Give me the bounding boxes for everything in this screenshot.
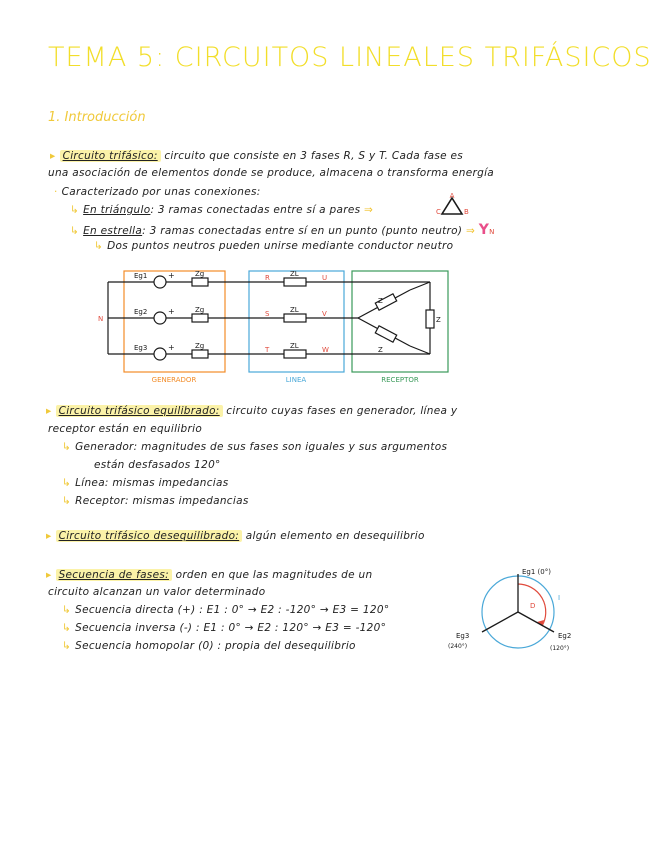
node-W: W <box>322 346 329 354</box>
balanced-term: Circuito trifásico equilibrado: <box>56 405 223 417</box>
eg2-label: Eg2 <box>134 308 148 316</box>
intro-char-line <box>54 186 261 198</box>
star-label: En estrella <box>83 225 143 237</box>
balanced-gen-line <box>62 441 447 453</box>
zg-2-resistor <box>192 314 208 322</box>
phasor-diagram <box>440 560 590 660</box>
phasor-top-label: Eg1 (0°) <box>522 568 551 576</box>
zl-2-resistor <box>284 314 306 322</box>
direct-line <box>62 604 389 616</box>
neutral-line <box>94 240 453 252</box>
direction-D-label: D <box>530 602 536 610</box>
plus-3: + <box>168 343 175 352</box>
phasor-eg3 <box>482 612 518 632</box>
inverse-line <box>62 622 386 634</box>
hook-arrow-icon: ↳ <box>70 204 80 216</box>
unbalanced-def: algún elemento en desequilibrio <box>245 530 425 542</box>
zg-1-resistor <box>192 278 208 286</box>
balanced-def-1: circuito cuyas fases en generador, línea y <box>226 405 458 417</box>
phasor-left-label: Eg3 <box>456 632 470 640</box>
balanced-line-line <box>62 477 229 489</box>
intro-char: Caracterizado por unas conexiones: <box>61 186 261 198</box>
z-label-right: Z <box>436 316 441 324</box>
zg-2-label: Zg <box>195 306 205 314</box>
generator-box <box>124 271 225 372</box>
unbalanced-term: Circuito trifásico desequilibrado: <box>56 530 243 542</box>
hook-arrow-icon: ↳ <box>62 640 72 652</box>
node-N: N <box>98 315 104 323</box>
homopolar-text: propia del desequilibrio <box>224 640 356 652</box>
hook-arrow-icon: ↳ <box>62 622 72 634</box>
direction-I-label: I <box>558 594 561 602</box>
balanced-rec-line <box>62 495 249 507</box>
node-R: R <box>265 274 270 282</box>
hook-arrow-icon: ↳ <box>94 240 104 252</box>
eg3-label: Eg3 <box>134 344 148 352</box>
node-U: U <box>322 274 328 282</box>
zl-1-resistor <box>284 278 306 286</box>
source-1-icon <box>154 276 166 288</box>
zl-1-label: ZL <box>290 270 299 278</box>
phasor-left-angle: (240°) <box>448 643 468 650</box>
zl-2-label: ZL <box>290 306 299 314</box>
phasor-eg2 <box>518 612 554 632</box>
node-T: T <box>265 346 270 354</box>
zg-3-label: Zg <box>195 342 205 350</box>
implies-arrow-icon: ⇒ <box>465 225 476 237</box>
delta-C: C <box>436 208 441 216</box>
line-label: LINEA <box>285 376 307 384</box>
direct-vals: E1 : 0° → E2 : -120° → E3 = 120° <box>206 604 390 616</box>
zl-3-resistor <box>284 350 306 358</box>
implies-arrow-icon: ⇒ <box>364 204 374 216</box>
sequence-line-1 <box>46 569 372 581</box>
star-text: : 3 ramas conectadas entre sí en un punto (punto neutro) <box>142 225 463 237</box>
direct-label: Secuencia directa (+) : <box>75 604 204 616</box>
delta-B: B <box>464 208 469 216</box>
node-S: S <box>265 310 270 318</box>
unbalanced-line <box>46 530 425 542</box>
phasor-right-angle: (120°) <box>550 645 570 652</box>
zl-3-label: ZL <box>290 342 299 350</box>
source-2-icon <box>154 312 166 324</box>
receptor-label: RECEPTOR <box>381 376 419 384</box>
triangle-text: : 3 ramas conectadas entre sí a pares <box>150 204 361 216</box>
eg1-label: Eg1 <box>134 272 148 280</box>
triangle-label: En triángulo <box>83 204 151 216</box>
z-resistor-right <box>426 310 434 328</box>
page-title: TEMA 5: CIRCUITOS LINEALES TRIFÁSICOS <box>48 42 652 73</box>
hook-arrow-icon: ↳ <box>62 604 72 616</box>
triangle-line <box>70 204 373 216</box>
delta-A: A <box>449 192 455 200</box>
plus-2: + <box>168 307 175 316</box>
bullet-icon: ▸ <box>50 150 56 162</box>
delta-triangle-icon <box>442 198 462 214</box>
inverse-vals: E1 : 0° → E2 : 120° → E3 = -120° <box>203 622 387 634</box>
z-resistor-bottom <box>375 326 396 342</box>
homopolar-line <box>62 640 356 652</box>
balanced-line-1 <box>46 405 457 417</box>
section-title: 1. Introducción <box>48 110 146 125</box>
sequence-def-2: circuito alcanzan un valor determinado <box>48 586 266 598</box>
homopolar-label: Secuencia homopolar (0) : <box>75 640 222 652</box>
phasor-right-label: Eg2 <box>558 632 572 640</box>
node-V: V <box>322 310 327 318</box>
delta-symbol <box>432 194 472 220</box>
hook-arrow-icon: ↳ <box>62 495 72 507</box>
hook-arrow-icon: ↳ <box>62 477 72 489</box>
star-line <box>70 222 495 238</box>
z-label-top: Z <box>378 297 383 305</box>
source-3-icon <box>154 348 166 360</box>
sequence-def-1: orden en que las magnitudes de un <box>175 569 373 581</box>
zg-1-label: Zg <box>195 270 205 278</box>
star-sub: N <box>489 228 495 236</box>
intro-def-1: circuito que consiste en 3 fases R, S y T. Cada fase es <box>164 150 464 162</box>
balanced-gen: Generador: magnitudes de sus fases son iguales y sus argumentos <box>75 441 448 453</box>
hook-arrow-icon: ↳ <box>70 225 80 237</box>
balanced-def-2: receptor están en equilibrio <box>48 423 203 435</box>
balanced-rec: Receptor: mismas impedancias <box>75 495 249 507</box>
plus-1: + <box>168 271 175 280</box>
bullet-icon: ▸ <box>46 530 52 542</box>
intro-term: Circuito trifásico: <box>60 150 161 162</box>
zg-3-resistor <box>192 350 208 358</box>
balanced-line: Línea: mismas impedancias <box>75 477 229 489</box>
generator-label: GENERADOR <box>151 376 197 384</box>
inverse-label: Secuencia inversa (-) : <box>75 622 200 634</box>
hook-arrow-icon: ↳ <box>62 441 72 453</box>
bullet-icon: ▸ <box>46 405 52 417</box>
dot-icon: · <box>54 186 58 198</box>
neutral-text: Dos puntos neutros pueden unirse mediante conductor neutro <box>107 240 454 252</box>
intro-def-2: una asociación de elementos donde se produce, almacena o transforma energía <box>48 167 495 179</box>
balanced-gen-2: están desfasados 120° <box>94 459 221 471</box>
star-symbol: Y <box>478 222 490 238</box>
intro-line-1 <box>50 150 463 162</box>
three-phase-circuit <box>100 268 450 388</box>
sequence-term: Secuencia de fases: <box>56 569 172 581</box>
bullet-icon: ▸ <box>46 569 52 581</box>
z-label-bottom: Z <box>378 346 383 354</box>
